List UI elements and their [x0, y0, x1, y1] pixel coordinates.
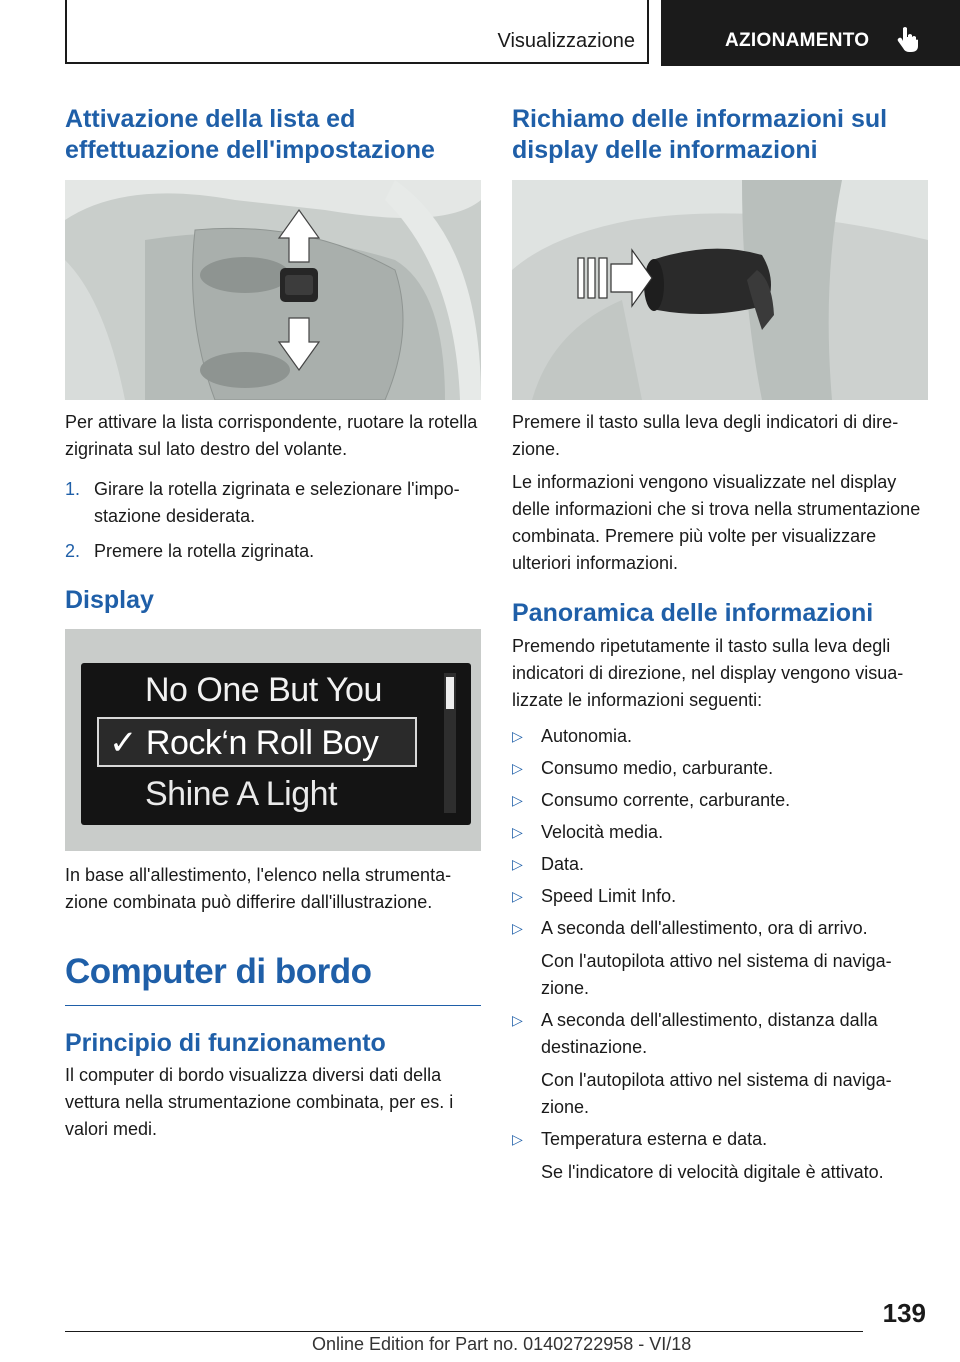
- heading-display: Display: [65, 586, 154, 614]
- page-number: 139: [882, 1298, 926, 1328]
- header-section-tab: [65, 0, 649, 64]
- display-list-item: No One But You: [145, 671, 382, 709]
- steering-wheel-figure: [65, 180, 481, 400]
- info-bullet-item: [512, 787, 928, 814]
- bullet-triangle-icon: ▷: [512, 728, 523, 744]
- steering-wheel-illustration: [65, 180, 481, 400]
- bullet-triangle-icon: ▷: [512, 760, 523, 776]
- bullet-text: Autonomia.: [541, 726, 633, 746]
- bullet-triangle-icon: ▷: [512, 792, 523, 808]
- paragraph-principle: Il computer di bordo visualizza diversi dati della vettura nella strumentazione combinata, per es. i valori medi.: [65, 1065, 454, 1139]
- paragraph-overview: Premendo ripetutamente il tasto sulla leva degli indicatori di direzione, nel display vengono visualizzate le informazioni seguenti:: [512, 636, 904, 710]
- info-bullet-item: [512, 851, 928, 878]
- bullet-text: Velocità media.: [541, 822, 664, 842]
- bullet-text: A seconda dell'allestimento, distanza dalla destinazione.: [541, 1010, 878, 1057]
- bullet-text: Consumo corrente, carburante.: [541, 790, 791, 810]
- heading-recall: Richiamo delle informazioni sul display delle informazioni: [512, 105, 888, 164]
- info-bullet-item: [512, 915, 928, 1002]
- step-item: [65, 538, 481, 565]
- bullet-text: Temperatura esterna e data.: [541, 1129, 768, 1149]
- bullet-text: A seconda dell'allestimento, ora di arrivo.: [541, 918, 868, 938]
- bullet-triangle-icon: ▷: [512, 1012, 523, 1028]
- heading-overview: Panoramica delle informazioni: [512, 599, 874, 627]
- left-column: [65, 104, 481, 1143]
- display-list-item: Shine A Light: [145, 775, 338, 813]
- step-number: 1.: [65, 479, 81, 499]
- header-section-label: Visualizzazione: [497, 30, 635, 52]
- display-scrollbar-thumb: [446, 677, 454, 709]
- right-column: [512, 104, 928, 1186]
- bullet-text: Consumo medio, carburante.: [541, 758, 774, 778]
- heading-principle: Principio di funzionamento: [65, 1029, 386, 1057]
- paragraph-recall-1: Premere il tasto sulla leva degli indicatori di direzione.: [512, 412, 899, 459]
- info-bullet-list: [512, 723, 928, 1186]
- display-list-item-selected: ✓ Rock‘n Roll Boy: [109, 724, 379, 762]
- indicator-lever-figure: [512, 180, 928, 400]
- bullet-triangle-icon: ▷: [512, 920, 523, 936]
- bullet-subtext: Con l'autopilota attivo nel sistema di navigazione.: [541, 1070, 892, 1117]
- step-item: [65, 476, 481, 530]
- bullet-subtext: Se l'indicatore di velocità digitale è attivato.: [541, 1162, 884, 1182]
- paragraph-activation: Per attivare la lista corrispondente, ruotare la rotella zigrinata sul lato destro del volante.: [65, 412, 478, 459]
- display-screen: [81, 663, 471, 825]
- edition-note: Online Edition for Part no. 01402722958 - VI/18: [312, 1334, 692, 1354]
- bullet-text: Data.: [541, 854, 585, 874]
- bullet-triangle-icon: ▷: [512, 856, 523, 872]
- paragraph-recall-2: Le informazioni vengono visualizzate nel display delle informazioni che si trova nella strumentazione combinata. Premere più volte per visualizzare ulteriori informazioni.: [512, 472, 921, 573]
- heading-activation: Attivazione della lista ed effettuazione dell'impostazione: [65, 105, 435, 164]
- info-bullet-item: [512, 755, 928, 782]
- step-text: Premere la rotella zigrinata.: [94, 541, 315, 561]
- indicator-lever-illustration: [512, 180, 928, 400]
- heading-rule: [65, 1005, 481, 1006]
- paragraph-display: In base all'allestimento, l'elenco nella strumentazione combinata può differire dall'illustrazione.: [65, 865, 452, 912]
- bullet-text: Speed Limit Info.: [541, 886, 677, 906]
- steps-list: [65, 476, 481, 565]
- header-chapter-tab: [661, 0, 960, 66]
- hand-pointer-icon: [897, 26, 919, 52]
- info-bullet-item: [512, 1007, 928, 1121]
- info-bullet-item: [512, 1126, 928, 1186]
- bullet-triangle-icon: ▷: [512, 1131, 523, 1147]
- info-bullet-item: [512, 819, 928, 846]
- bullet-triangle-icon: ▷: [512, 824, 523, 840]
- info-bullet-item: [512, 883, 928, 910]
- display-figure: [65, 629, 481, 851]
- footer-rule: [65, 1331, 863, 1332]
- header-chapter-label: AZIONAMENTO: [725, 30, 870, 51]
- bullet-subtext: Con l'autopilota attivo nel sistema di navigazione.: [541, 951, 892, 998]
- step-number: 2.: [65, 541, 81, 561]
- heading-computer: Computer di bordo: [65, 952, 372, 991]
- bullet-triangle-icon: ▷: [512, 888, 523, 904]
- step-text: Girare la rotella zigrinata e selezionare l'impostazione desiderata.: [94, 479, 460, 526]
- info-bullet-item: [512, 723, 928, 750]
